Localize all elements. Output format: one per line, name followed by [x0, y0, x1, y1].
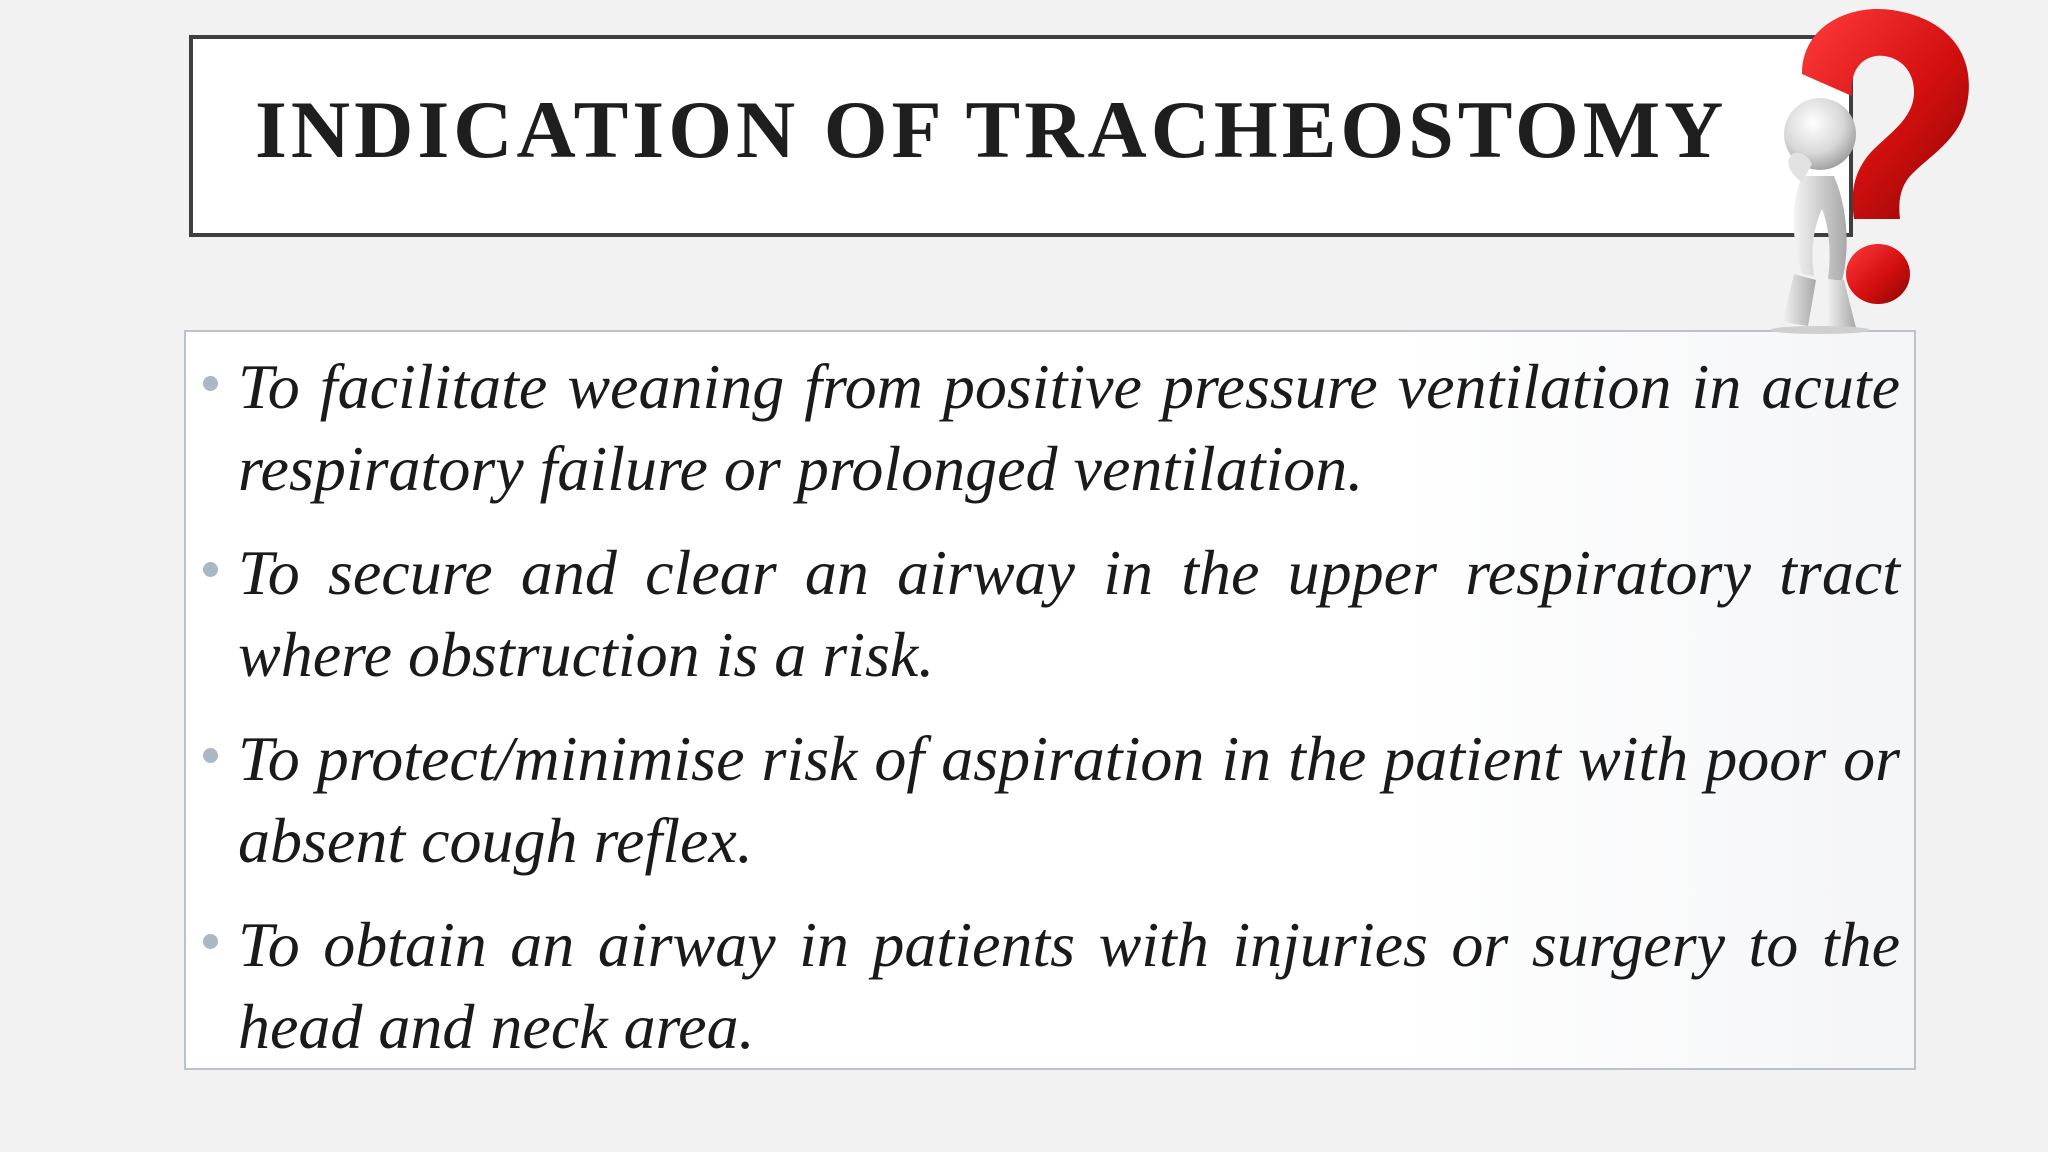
bullet-text: To obtain an airway in patients with injuries or surgery to the head and neck area.	[238, 909, 1900, 1062]
person-shadow	[1770, 326, 1870, 334]
person-leg-left	[1782, 274, 1816, 326]
list-item	[186, 346, 1914, 510]
slide-title: INDICATION OF TRACHEOSTOMY	[255, 84, 1728, 175]
question-mark-dot	[1846, 244, 1910, 304]
bullet-icon	[203, 376, 218, 391]
bullet-icon	[203, 748, 218, 763]
list-item	[186, 532, 1914, 696]
list-item	[186, 904, 1914, 1068]
bullet-text: To secure and clear an airway in the upper respiratory tract where obstruction is a risk.	[238, 537, 1900, 690]
bullet-text: To protect/minimise risk of aspiration in the patient with poor or absent cough reflex.	[238, 723, 1900, 876]
list-item	[186, 718, 1914, 882]
person-body	[1794, 176, 1847, 281]
bullet-icon	[203, 562, 218, 577]
title-box	[189, 35, 1853, 237]
bullet-text: To facilitate weaning from positive pressure ventilation in acute respiratory failure or prolonged ventilation.	[238, 351, 1900, 504]
content-box	[184, 330, 1916, 1070]
bullet-icon	[203, 934, 218, 949]
bullet-list	[186, 346, 1914, 1090]
thinking-person-question-mark-icon	[1762, 4, 1982, 334]
